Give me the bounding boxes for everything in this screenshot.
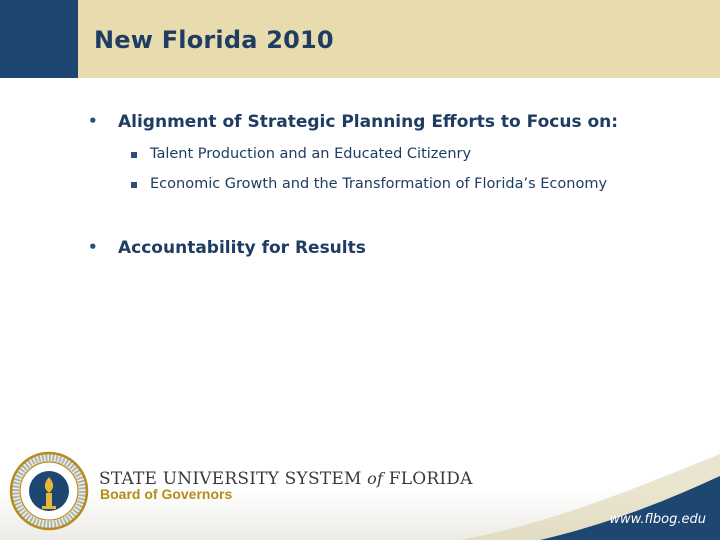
- bullet-dot-icon: •: [88, 238, 98, 256]
- bullet-text: Accountability for Results: [118, 238, 366, 258]
- slide-title: New Florida 2010: [94, 26, 334, 54]
- org-state-text: FLORIDA: [388, 469, 473, 489]
- university-seal-logo: [9, 451, 89, 531]
- header-left-bar: [0, 0, 78, 78]
- square-bullet-icon: [131, 182, 137, 188]
- sub-bullet-text: Talent Production and an Educated Citizenry: [150, 146, 472, 162]
- sub-bullet-text: Economic Growth and the Transformation of Florida’s Economy: [150, 176, 608, 192]
- org-name-of: of: [367, 469, 384, 488]
- bullet-dot-icon: •: [88, 112, 98, 130]
- square-bullet-icon: [131, 152, 137, 158]
- website-url: www.flbog.edu: [609, 512, 706, 527]
- bullet-text: Alignment of Strategic Planning Efforts to Focus on:: [118, 112, 619, 132]
- org-name-text: STATE UNIVERSITY SYSTEM: [99, 469, 362, 489]
- board-name: Board of Governors: [100, 486, 233, 502]
